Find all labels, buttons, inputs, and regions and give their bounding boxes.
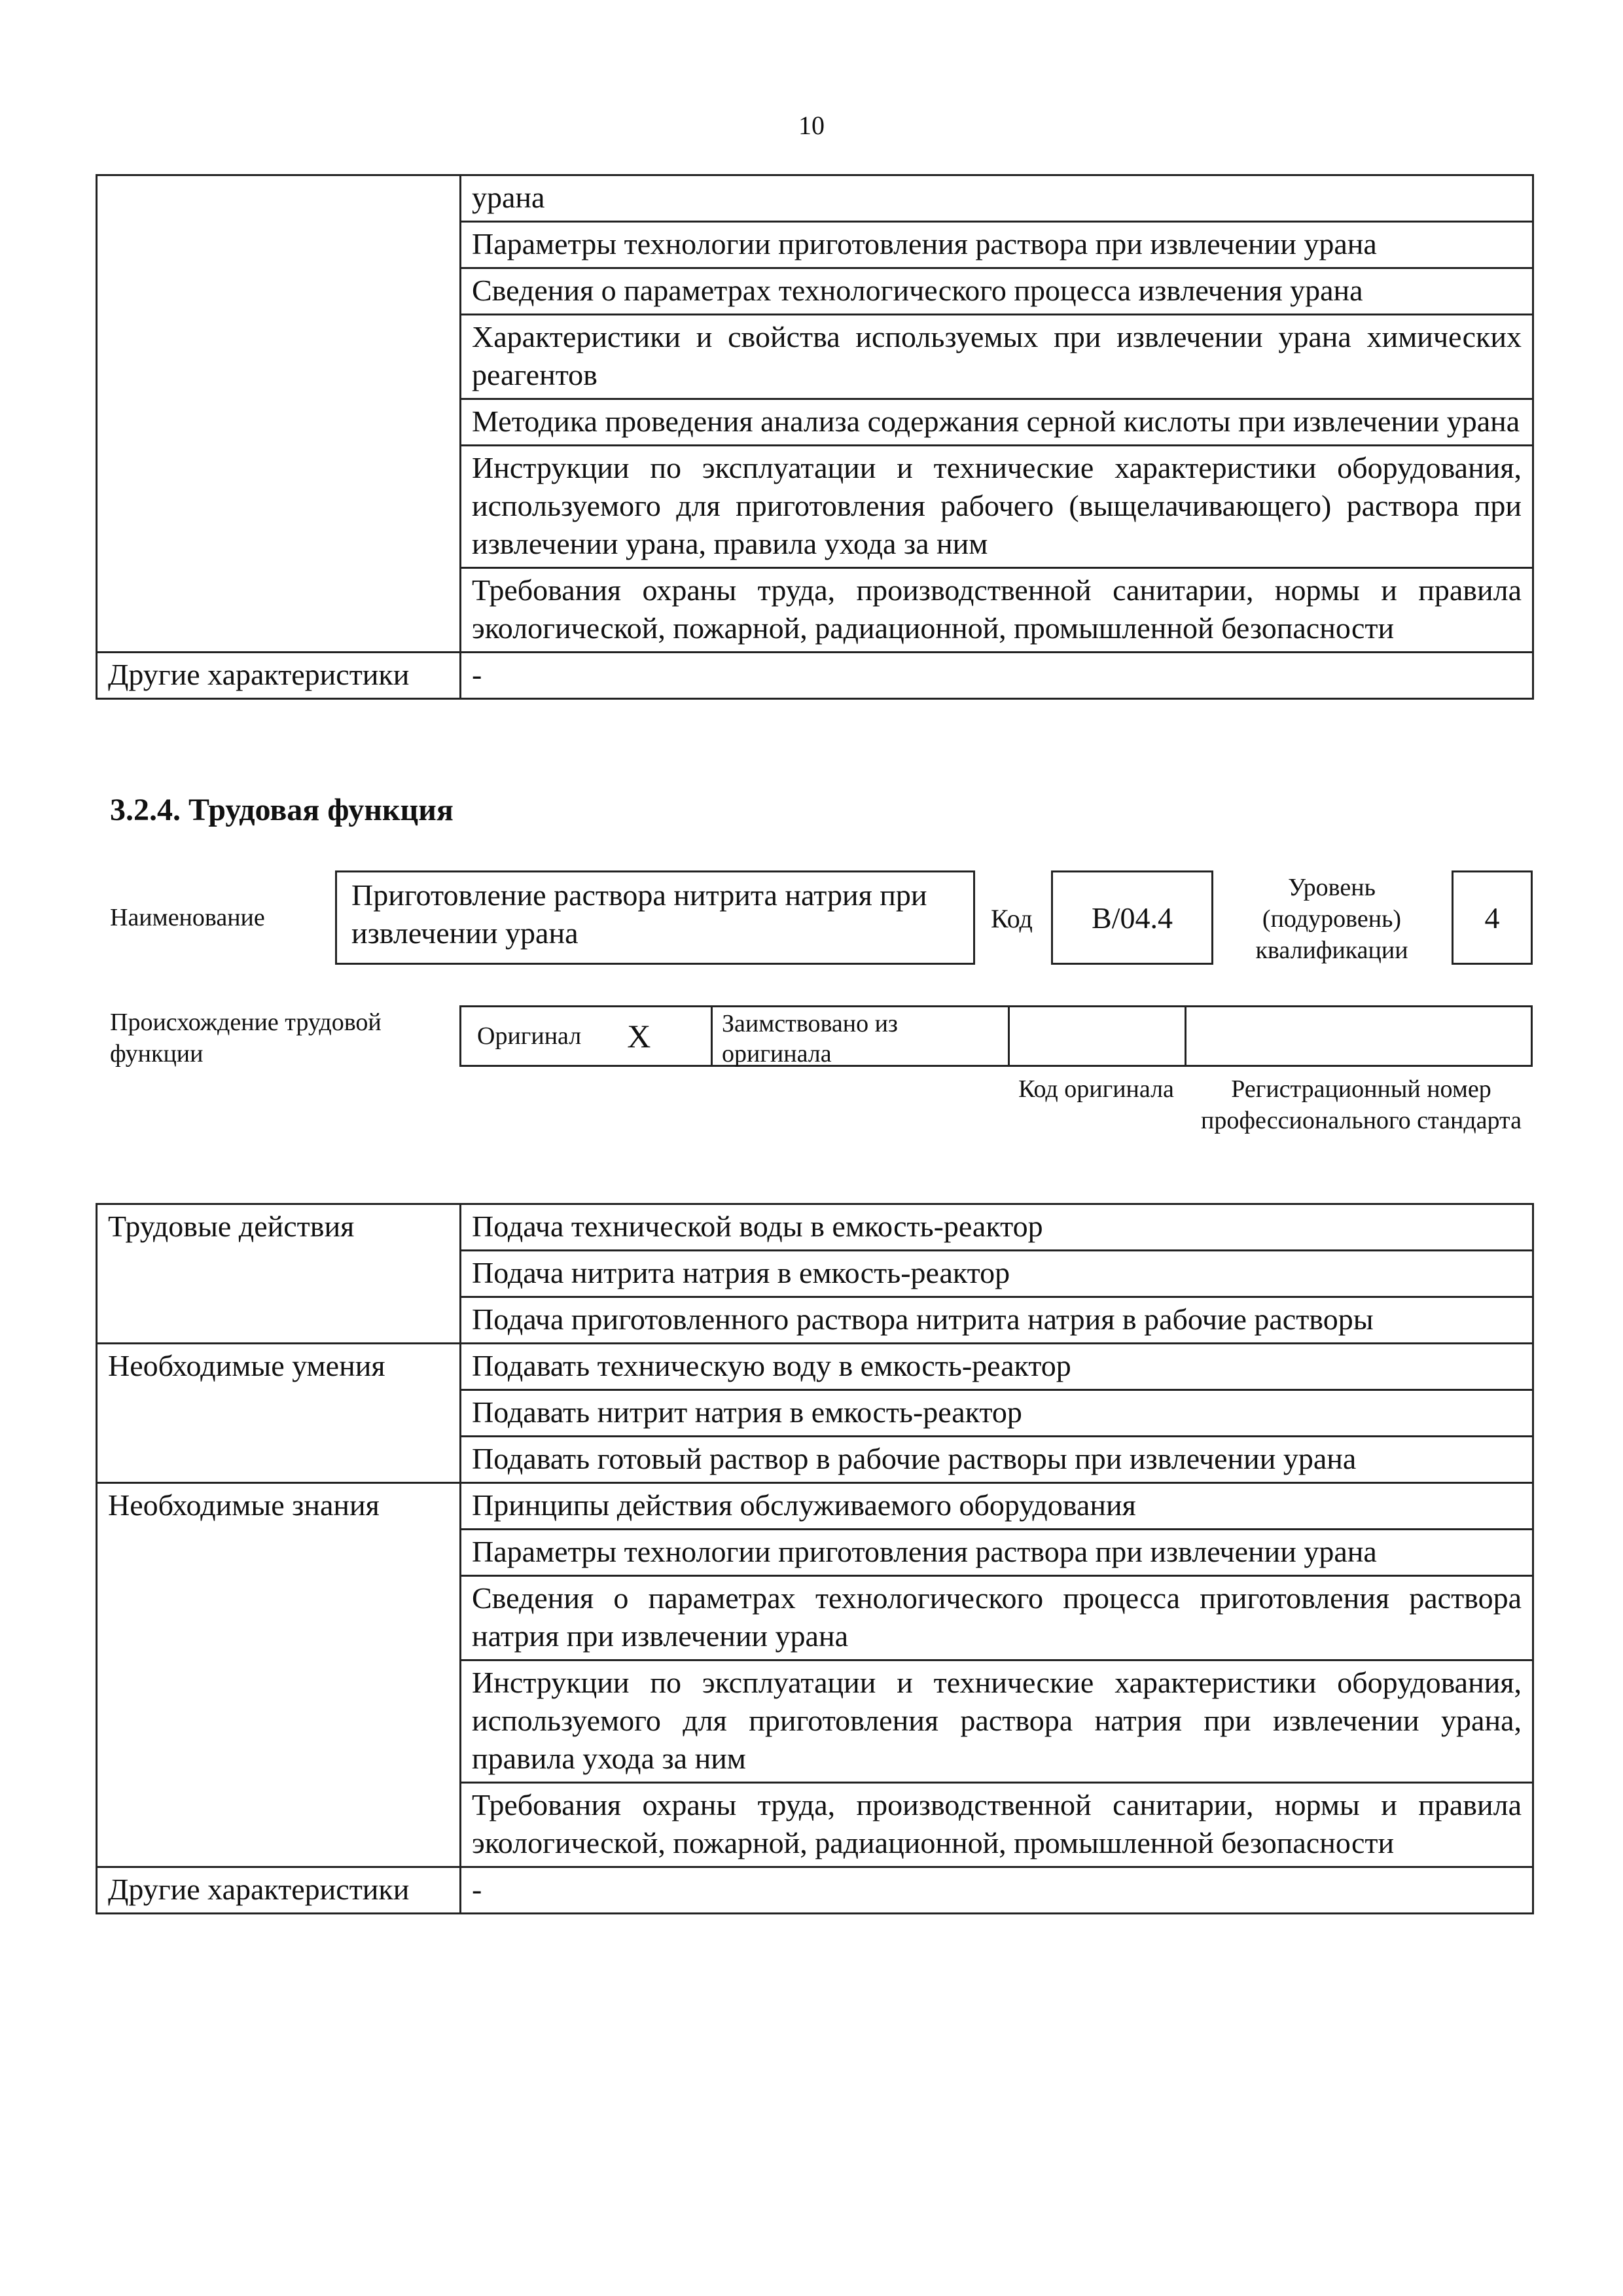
- level-box: 4: [1452, 870, 1533, 965]
- other-characteristics-value: -: [461, 1867, 1533, 1914]
- original-mark: X: [627, 1018, 651, 1054]
- reg-number-cell: [1186, 1007, 1531, 1065]
- skills-label: Необходимые умения: [97, 1344, 461, 1483]
- origin-row: [459, 1005, 1533, 1067]
- skill-item: Подавать техническую воду в емкость-реактор: [461, 1344, 1533, 1390]
- continued-label-cell: [97, 175, 461, 653]
- knowledge-item: Принципы действия обслуживаемого оборудования: [461, 1483, 1533, 1530]
- knowledge-item: Характеристики и свойства используемых при извлечении урана химических реагентов: [461, 315, 1533, 399]
- knowledge-label: Необходимые знания: [97, 1483, 461, 1867]
- skill-item: Подавать нитрит натрия в емкость-реактор: [461, 1390, 1533, 1437]
- knowledge-item: урана: [461, 175, 1533, 222]
- skill-item: Подавать готовый раствор в рабочие растворы при извлечении урана: [461, 1437, 1533, 1483]
- function-table: [96, 1203, 1534, 1914]
- knowledge-item: Методика проведения анализа содержания серной кислоты при извлечении урана: [461, 399, 1533, 446]
- page-number: 10: [798, 111, 825, 140]
- knowledge-item: Инструкции по эксплуатации и технические характеристики оборудования, используемого для приготовления раствора натрия при извлечении урана, правила ухода за ним: [461, 1660, 1533, 1783]
- other-characteristics-value: -: [461, 653, 1533, 699]
- other-characteristics-label: Другие характеристики: [97, 653, 461, 699]
- original-cell: [461, 1007, 713, 1065]
- code-box: B/04.4: [1051, 870, 1213, 965]
- level-label: Уровень (подуровень) квалификации: [1255, 874, 1408, 964]
- borrowed-label: Заимствовано из оригинала: [713, 1007, 1010, 1065]
- knowledge-item: Сведения о параметрах технологического процесса приготовления раствора натрия при извлечении урана: [461, 1576, 1533, 1660]
- section-title: 3.2.4. Трудовая функция: [110, 793, 454, 827]
- other-characteristics-label: Другие характеристики: [97, 1867, 461, 1914]
- knowledge-item: Требования охраны труда, производственной санитарии, нормы и правила экологической, пожарной, радиационной, промышленной безопасности: [461, 1783, 1533, 1867]
- knowledge-item: Параметры технологии приготовления раствора при извлечении урана: [461, 222, 1533, 268]
- function-name-box: Приготовление раствора нитрита натрия при извлечении урана: [335, 870, 975, 965]
- knowledge-item: Сведения о параметрах технологического процесса извлечения урана: [461, 268, 1533, 315]
- reg-number-caption: Регистрационный номер профессионального стандарта: [1201, 1075, 1522, 1134]
- original-label: Оригинал: [477, 1022, 582, 1050]
- actions-label: Трудовые действия: [97, 1204, 461, 1344]
- origin-label: Происхождение трудовой функции: [110, 1009, 382, 1067]
- knowledge-item: Параметры технологии приготовления раствора при извлечении урана: [461, 1530, 1533, 1576]
- code-label: Код: [991, 904, 1033, 933]
- name-label: Наименование: [110, 904, 265, 931]
- knowledge-item: Инструкции по эксплуатации и технические характеристики оборудования, используемого для приготовления рабочего (выщелачивающего) раствора при извлечении урана, правила ухода за ним: [461, 446, 1533, 568]
- code-original-caption: Код оригинала: [1018, 1075, 1174, 1103]
- knowledge-table-continuation: [96, 174, 1534, 700]
- action-item: Подача нитрита натрия в емкость-реактор: [461, 1251, 1533, 1297]
- knowledge-item: Требования охраны труда, производственной санитарии, нормы и правила экологической, пожарной, радиационной, промышленной безопасности: [461, 568, 1533, 653]
- action-item: Подача технической воды в емкость-реактор: [461, 1204, 1533, 1251]
- action-item: Подача приготовленного раствора нитрита натрия в рабочие растворы: [461, 1297, 1533, 1344]
- code-original-cell: [1010, 1007, 1186, 1065]
